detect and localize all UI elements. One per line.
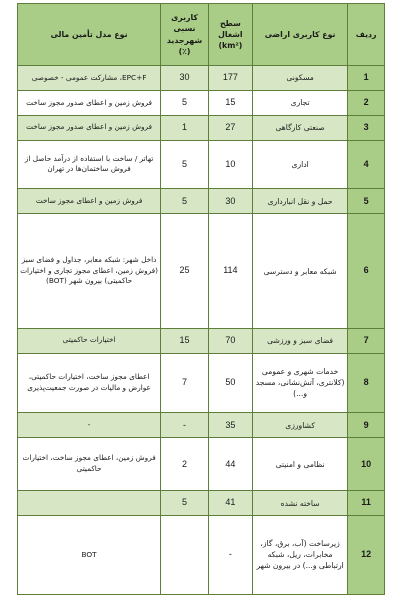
table-row — [18, 214, 385, 329]
land-use-cell: نظامی و امنیتی — [252, 438, 347, 491]
finance-model-cell: تهاتر / ساخت با استفاده از درآمد حاصل از فروش ساختمان‌ها در تهران — [18, 140, 161, 189]
table-row — [18, 491, 385, 516]
area-cell: 35 — [208, 413, 252, 438]
share-cell: 30 — [161, 66, 209, 91]
area-cell: 70 — [208, 328, 252, 353]
row-number: 2 — [348, 90, 385, 115]
row-number: 5 — [348, 189, 385, 214]
share-cell: 5 — [161, 189, 209, 214]
area-cell: 114 — [208, 214, 252, 329]
table-row — [18, 413, 385, 438]
share-cell: 5 — [161, 140, 209, 189]
share-cell — [161, 515, 209, 594]
finance-model-cell: فروش زمین و اعطای صدور مجوز ساخت — [18, 90, 161, 115]
finance-model-cell: فروش زمین و اعطای مجوز ساخت — [18, 189, 161, 214]
share-cell: 7 — [161, 353, 209, 412]
share-cell: 5 — [161, 491, 209, 516]
share-cell: 2 — [161, 438, 209, 491]
land-use-cell: حمل و نقل انبارداری — [252, 189, 347, 214]
row-number: 6 — [348, 214, 385, 329]
row-number: 8 — [348, 353, 385, 412]
finance-model-cell: اختیارات حاکمیتی — [18, 328, 161, 353]
table-row — [18, 328, 385, 353]
finance-model-cell: فروش زمین و اعطای صدور مجوز ساخت — [18, 115, 161, 140]
land-use-cell: اداری — [252, 140, 347, 189]
header-area: سطح اشغال (km²) — [208, 4, 252, 66]
table-row — [18, 66, 385, 91]
table-row — [18, 115, 385, 140]
table-row — [18, 515, 385, 594]
table-row — [18, 438, 385, 491]
row-number: 7 — [348, 328, 385, 353]
area-cell: 27 — [208, 115, 252, 140]
share-cell: 1 — [161, 115, 209, 140]
share-cell: 15 — [161, 328, 209, 353]
finance-model-cell: BOT — [18, 515, 161, 594]
row-number: 9 — [348, 413, 385, 438]
share-cell: - — [161, 413, 209, 438]
area-cell: 50 — [208, 353, 252, 412]
row-number: 12 — [348, 515, 385, 594]
finance-table-container — [17, 3, 385, 595]
row-number: 3 — [348, 115, 385, 140]
finance-model-cell: اعطای مجوز ساخت، اختیارات حاکمیتی، عوارض و مالیات در صورت جمعیت‌پذیری — [18, 353, 161, 412]
area-cell: 41 — [208, 491, 252, 516]
table-row — [18, 90, 385, 115]
land-use-cell: تجاری — [252, 90, 347, 115]
area-cell: 10 — [208, 140, 252, 189]
land-use-cell: شبکه معابر و دسترسی — [252, 214, 347, 329]
finance-model-cell: فروش زمین، اعطای مجوز ساخت، اختیارات حاکمیتی — [18, 438, 161, 491]
header-land-use: نوع کاربری اراضی — [252, 4, 347, 66]
share-cell: 5 — [161, 90, 209, 115]
row-number: 1 — [348, 66, 385, 91]
land-use-cell: کشاورزی — [252, 413, 347, 438]
row-number: 11 — [348, 491, 385, 516]
area-cell: 15 — [208, 90, 252, 115]
area-cell: 177 — [208, 66, 252, 91]
share-cell: 25 — [161, 214, 209, 329]
land-use-cell: ساخته نشده — [252, 491, 347, 516]
row-number: 4 — [348, 140, 385, 189]
land-use-cell: صنعتی کارگاهی — [252, 115, 347, 140]
header-row-no: ردیف — [348, 4, 385, 66]
land-use-cell: خدمات شهری و عمومی (کلانتری، آتش‌نشانی، مسجد و...) — [252, 353, 347, 412]
land-use-cell: فضای سبز و ورزشی — [252, 328, 347, 353]
row-number: 10 — [348, 438, 385, 491]
finance-table — [17, 3, 385, 595]
finance-model-cell: داخل شهر: شبکه معابر، جداول و فضای سبز (فروش زمین، اعطای مجوز تجاری و اختیارات حاکمیتی) بیرون شهر (BOT) — [18, 214, 161, 329]
finance-model-cell: EPC+F، مشارکت عمومی - خصوصی — [18, 66, 161, 91]
header-finance-model: نوع مدل تأمین مالی — [18, 4, 161, 66]
land-use-cell: مسکونی — [252, 66, 347, 91]
table-row — [18, 140, 385, 189]
area-cell: 30 — [208, 189, 252, 214]
header-share: کاربری نسبی شهرجدید (٪) — [161, 4, 209, 66]
finance-model-cell — [18, 491, 161, 516]
finance-model-cell: - — [18, 413, 161, 438]
table-row — [18, 353, 385, 412]
header-row — [18, 4, 385, 66]
area-cell: - — [208, 515, 252, 594]
land-use-cell: زیرساخت (آب، برق، گاز، مخابرات، ریل، شبکه ارتباطی و...) در بیرون شهر — [252, 515, 347, 594]
area-cell: 44 — [208, 438, 252, 491]
table-row — [18, 189, 385, 214]
